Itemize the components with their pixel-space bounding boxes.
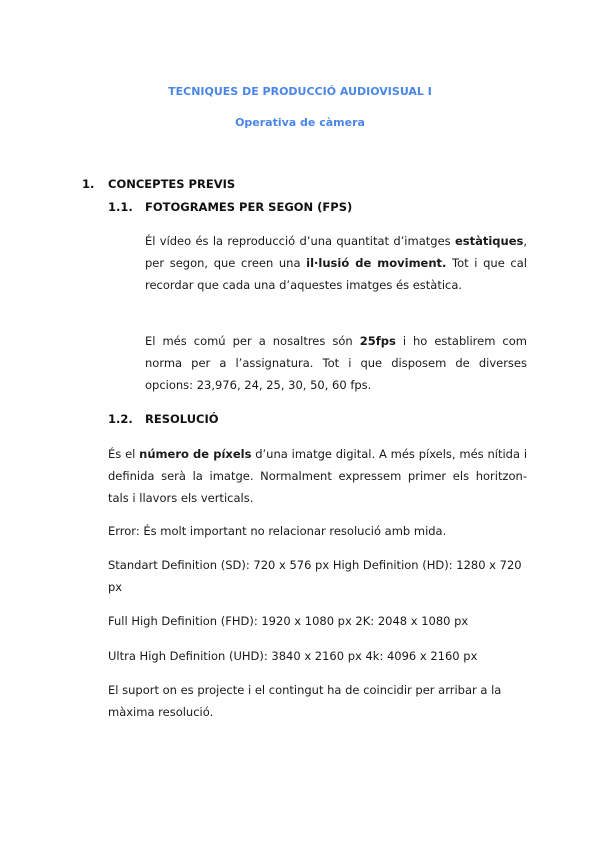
section-1-2-number: 1.2. bbox=[108, 412, 133, 426]
support-note: El suport on es projecte i el contingut ha de coincidir per arribar a la màxima resolució. bbox=[108, 683, 502, 719]
error-note: Error: És molt important no relacionar resolució amb mida. bbox=[108, 524, 447, 538]
section-1-number: 1. bbox=[82, 177, 95, 191]
document-subtitle: Operativa de càmera bbox=[235, 116, 365, 129]
fps-paragraph-2: El més comú per a nosaltres són 25fps i ho establirem com norma per a l’assignatura. Tot i que disposem de diverses opcions: 23,976, 24, 25, 30, 50, 60 fps. bbox=[145, 334, 527, 392]
sd-hd-resolutions: Standart Definition (SD): 720 x 576 px High Definition (HD): 1280 x 720 px bbox=[108, 558, 522, 594]
resolution-paragraph: És el número de píxels d’una imatge digital. A més píxels, més nítida i definida serà la imatge. Normalment expressem primer els horitzon- tals i llavors els verticals. bbox=[108, 447, 528, 505]
fhd-2k-resolutions: Full High Definition (FHD): 1920 x 1080 px 2K: 2048 x 1080 px bbox=[108, 614, 469, 628]
uhd-4k-resolutions: Ultra High Definition (UHD): 3840 x 2160 px 4k: 4096 x 2160 px bbox=[108, 649, 478, 663]
course-title: TECNIQUES DE PRODUCCIÓ AUDIOVISUAL I bbox=[168, 85, 432, 98]
section-1-title: CONCEPTES PREVIS bbox=[108, 177, 236, 191]
fps-paragraph-1: Él vídeo és la reproducció d’una quantitat d’imatges estàtiques, per segon, que creen una il·lusió de moviment. Tot i que cal recordar que cada una d’aquestes imatges és estàtica. bbox=[145, 234, 527, 292]
section-1-1-title: FOTOGRAMES PER SEGON (FPS) bbox=[145, 200, 353, 214]
section-1-2-title: RESOLUCIÓ bbox=[145, 412, 219, 426]
section-1-1-number: 1.1. bbox=[108, 200, 133, 214]
